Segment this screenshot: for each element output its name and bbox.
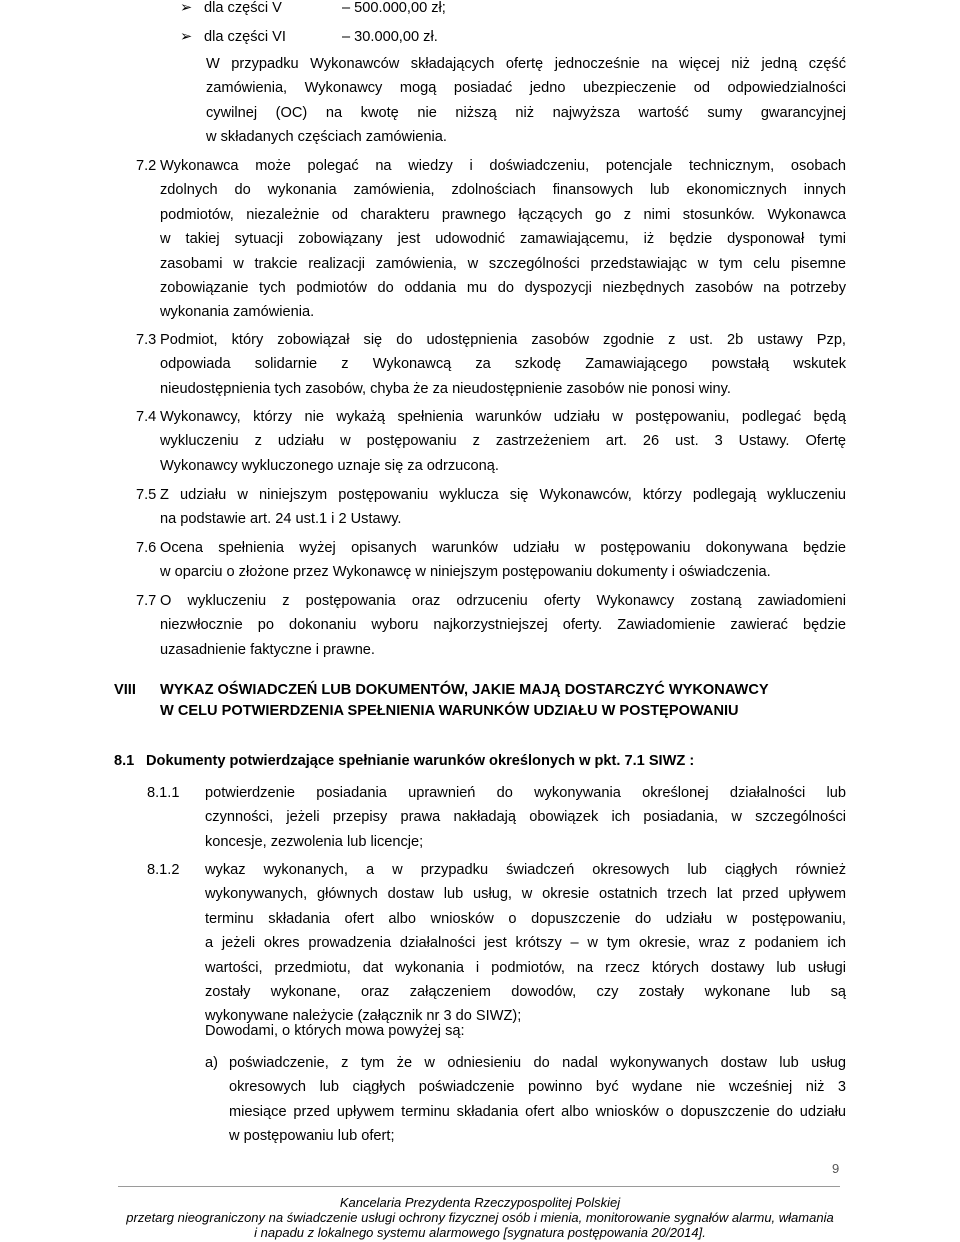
numbered-item	[160, 405, 846, 478]
evidence-label: a)	[205, 1055, 218, 1071]
text-line: Z udziału w niniejszym postępowaniu wyklucza się Wykonawców, którzy podlegają wykluczeniu	[160, 487, 846, 503]
bullet-amount: – 30.000,00 zł.	[342, 29, 438, 45]
numbered-item	[160, 328, 846, 401]
subsection-title: Dokumenty potwierdzające spełnianie warunków określonych w pkt. 7.1 SIWZ :	[146, 753, 695, 769]
text-line: nieudostępnienia tych zasobów, chyba że za nieudostępnienie zasobów nie ponosi winy.	[160, 380, 731, 397]
section-number: VIII	[114, 682, 136, 698]
numbered-item	[160, 154, 846, 178]
bullet-item	[180, 0, 282, 20]
text-line: w składanych częściach zamówienia.	[206, 129, 447, 146]
arrow-bullet-icon: ➢	[180, 29, 193, 45]
text-line: terminu składania ofert albo wniosków o dopuszczenie do udziału w postępowaniu,	[205, 910, 846, 927]
numbered-item-body	[160, 178, 846, 324]
text-line: potwierdzenie posiadania uprawnień do wykonywania określonej działalności lub	[205, 785, 846, 801]
text-line: O wykluczeniu z postępowania oraz odrzuceniu oferty Wykonawcy zostaną zawiadomieni	[160, 593, 846, 609]
numbered-item	[160, 589, 846, 662]
text-line: Podmiot, który zobowiązał się do udostępnienia zasobów zgodnie z ust. 2b ustawy Pzp,	[160, 332, 846, 348]
text-line: wykluczeniu z udziału w postępowaniu z zastrzeżeniem art. 26 ust. 3 Ustawy. Ofertę	[160, 433, 846, 450]
footer-line: Kancelaria Prezydenta Rzeczypospolitej Polskiej	[339, 1195, 621, 1210]
text-line: cywilnej (OC) na kwotę nie niższą niż najwyższa wartość sumy gwarancyjnej	[206, 104, 846, 121]
item-number: 7.2	[136, 158, 157, 174]
text-line: uzasadnienie faktyczne i prawne.	[160, 641, 375, 658]
text-line: czynności, jeżeli przepisy prawa nakładają obowiązek ich posiadania, w szczególności	[205, 809, 846, 826]
text-line: Wykonawcy, którzy nie wykażą spełnienia warunków udziału w postępowaniu, podlegać będą	[160, 409, 846, 425]
text-line: w postępowaniu lub ofert;	[229, 1128, 395, 1145]
text-line: wykonywanych, głównych dostaw lub usług, w okresie ostatnich trzech lat przed upływem	[205, 886, 846, 903]
section-title-line: W CELU POTWIERDZENIA SPEŁNIENIA WARUNKÓW UDZIAŁU W POSTĘPOWANIU	[160, 703, 739, 719]
text-line: miesiące przed upływem terminu składania ofert albo wniosków o dopuszczenie do udziału	[229, 1103, 846, 1120]
text-line: zostały wykonane, oraz załączeniem dowodów, czy zostały wykonane lub są	[205, 984, 846, 1001]
text-line: wykaz wykonanych, a w przypadku świadczeń okresowych lub ciągłych również	[205, 862, 846, 878]
numbered-item	[160, 483, 846, 532]
item-number: 7.7	[136, 593, 157, 609]
text-line: zamówienia, Wykonawcy mogą posiadać jedno ubezpieczenie od odpowiedzialności	[206, 80, 846, 97]
text-line: niezwłocznie po dokonaniu wyboru najkorzystniejszej oferty. Zawiadomienie zawierać będzie	[160, 617, 846, 634]
text-line: wartości, przedmiotu, dat wykonania i podmiotów, na rzecz których dostawy lub usługi	[205, 959, 846, 976]
subitem	[205, 858, 846, 1029]
text-line: W przypadku Wykonawców składających ofertę jednocześnie na więcej niż jedną część	[206, 56, 846, 72]
section-title-line: WYKAZ OŚWIADCZEŃ LUB DOKUMENTÓW, JAKIE MAJĄ DOSTARCZYĆ WYKONAWCY	[160, 682, 769, 698]
bullet-amount: – 500.000,00 zł;	[342, 0, 446, 16]
numbered-item	[160, 536, 846, 585]
text-line: Ocena spełnienia wyżej opisanych warunków udziału w postępowaniu dokonywana będzie	[160, 540, 846, 556]
page-number: 9	[832, 1161, 840, 1176]
subitem	[205, 781, 846, 854]
text-line: okresowych lub ciągłych poświadczenie powinno być wydane nie wcześniej niż 3	[229, 1079, 846, 1096]
text-line: zdolnych do wykonania zamówienia, zdolnościach finansowych lub ekonomicznych innych	[160, 182, 846, 199]
text-line: Wykonawcy wykluczonego uznaje się za odrzuconą.	[160, 457, 499, 474]
evidence-item	[229, 1051, 846, 1149]
item-number: 7.6	[136, 540, 157, 556]
text-line: podmiotów, niezależnie od charakteru prawnego łączących go z nimi stosunków. Wykonawca	[160, 206, 846, 223]
text-line: zasobami w trakcie realizacji zamówienia, w szczególności przedstawiając w tym celu pisemne	[160, 255, 846, 272]
bullet-item	[180, 25, 286, 49]
subitem-number: 8.1.1	[147, 785, 180, 801]
subitem-number: 8.1.2	[147, 862, 180, 878]
evidence-intro: Dowodami, o których mowa powyżej są:	[205, 1023, 465, 1039]
section-title	[160, 680, 850, 722]
text-line: w takiej sytuacji zobowiązany jest udowodnić zamawiającemu, iż będzie dysponował tymi	[160, 231, 846, 248]
bullet-label: dla części VI	[204, 29, 286, 45]
item-number: 7.4	[136, 409, 157, 425]
item-number: 7.5	[136, 487, 157, 503]
text-line: odpowiada solidarnie z Wykonawcą za szkodę Zamawiającego powstałą wskutek	[160, 356, 846, 373]
text-line: wykonywane należycie (załącznik nr 3 do SIWZ);	[205, 1008, 522, 1025]
text-line: zobowiązanie tych podmiotów do oddania mu do dyspozycji niezbędnych zasobów na potrzeby	[160, 280, 846, 297]
footer-line: i napadu z lokalnego systemu alarmowego [sygnatura postępowania 20/2014].	[254, 1225, 706, 1240]
intro-paragraph	[206, 52, 846, 150]
text-line: na podstawie art. 24 ust.1 i 2 Ustawy.	[160, 511, 402, 528]
item-number: 7.3	[136, 332, 157, 348]
footer-divider	[118, 1186, 840, 1187]
bullet-label: dla części V	[204, 0, 282, 16]
text-line: wykonania zamówienia.	[160, 304, 315, 321]
arrow-bullet-icon: ➢	[180, 0, 193, 16]
text-line: Wykonawca może polegać na wiedzy i doświadczeniu, potencjale technicznym, osobach	[160, 158, 846, 174]
text-line: w oparciu o złożone przez Wykonawcę w niniejszym postępowaniu dokumenty i oświadczenia.	[160, 564, 771, 581]
subsection-number: 8.1	[114, 753, 135, 769]
text-line: a jeżeli okres prowadzenia działalności jest krótszy – w tym okresie, wraz z podaniem ich	[205, 935, 846, 952]
footer-line: przetarg nieograniczony na świadczenie usługi ochrony fizycznej osób i mienia, monitorowanie sygnałów alarmu, włamania	[126, 1210, 834, 1225]
text-line: koncesje, zezwolenia lub licencje;	[205, 833, 424, 850]
text-line: poświadczenie, z tym że w odniesieniu do nadal wykonywanych dostaw lub usług	[229, 1055, 846, 1071]
